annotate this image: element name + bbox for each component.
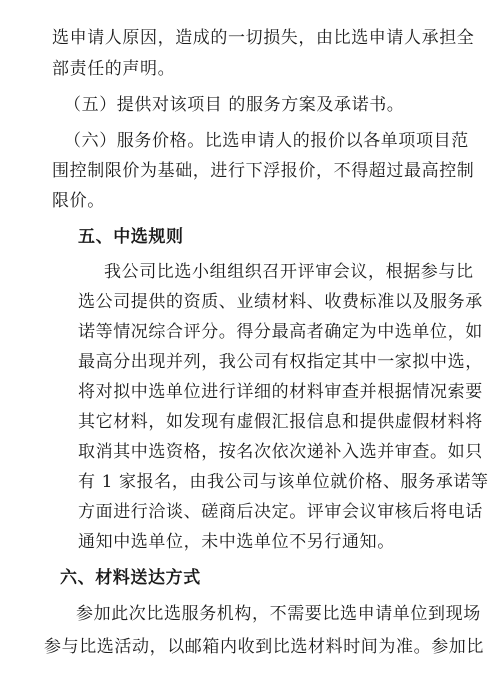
paragraph-line: 最高分出现并列，我公司有权指定其中一家拟中选， [78, 352, 483, 372]
paragraph-line: 部责任的声明。 [52, 59, 176, 79]
paragraph-line: 诺等情况综合评分。得分最高者确定为中选单位，如 [78, 322, 483, 342]
section-heading-selection-rules: 五、中选规则 [78, 227, 184, 247]
paragraph-line: 我公司比选小组组织召开评审会议，根据参与比 [104, 262, 474, 282]
paragraph-line: 方面进行洽谈、磋商后决定。评审会议审核后将电话 [78, 502, 483, 522]
section-heading-delivery-method: 六、材料送达方式 [60, 568, 201, 588]
paragraph-line: （六）服务价格。比选申请人的报价以各单项项目范 [64, 131, 469, 151]
paragraph-line: 选申请人原因，造成的一切损失，由比选申请人承担全 [52, 28, 475, 48]
paragraph-line: 有 1 家报名，由我公司与该单位就价格、服务承诺等 [78, 472, 489, 492]
paragraph-line: 参与比选活动，以邮箱内收到比选材料时间为准。参加比 [44, 637, 484, 657]
paragraph-line: 其它材料，如发现有虚假汇报信息和提供虚假材料将 [78, 412, 483, 432]
paragraph-line: 选公司提供的资质、业绩材料、收费标准以及服务承 [78, 292, 483, 312]
paragraph-line: 围控制限价为基础，进行下浮报价，不得超过最高控制 [52, 161, 475, 181]
paragraph-line: 通知中选单位，未中选单位不另行通知。 [78, 532, 395, 552]
paragraph-line: 参加此次比选服务机构，不需要比选申请单位到现场 [76, 604, 481, 624]
paragraph-line: 取消其中选资格，按名次依次递补入选并审查。如只 [78, 442, 483, 462]
paragraph-line: （五）提供对该项目 的服务方案及承诺书。 [64, 95, 405, 115]
paragraph-line: 将对拟中选单位进行详细的材料审查并根据情况索要 [78, 382, 483, 402]
paragraph-line: 限价。 [52, 191, 105, 211]
